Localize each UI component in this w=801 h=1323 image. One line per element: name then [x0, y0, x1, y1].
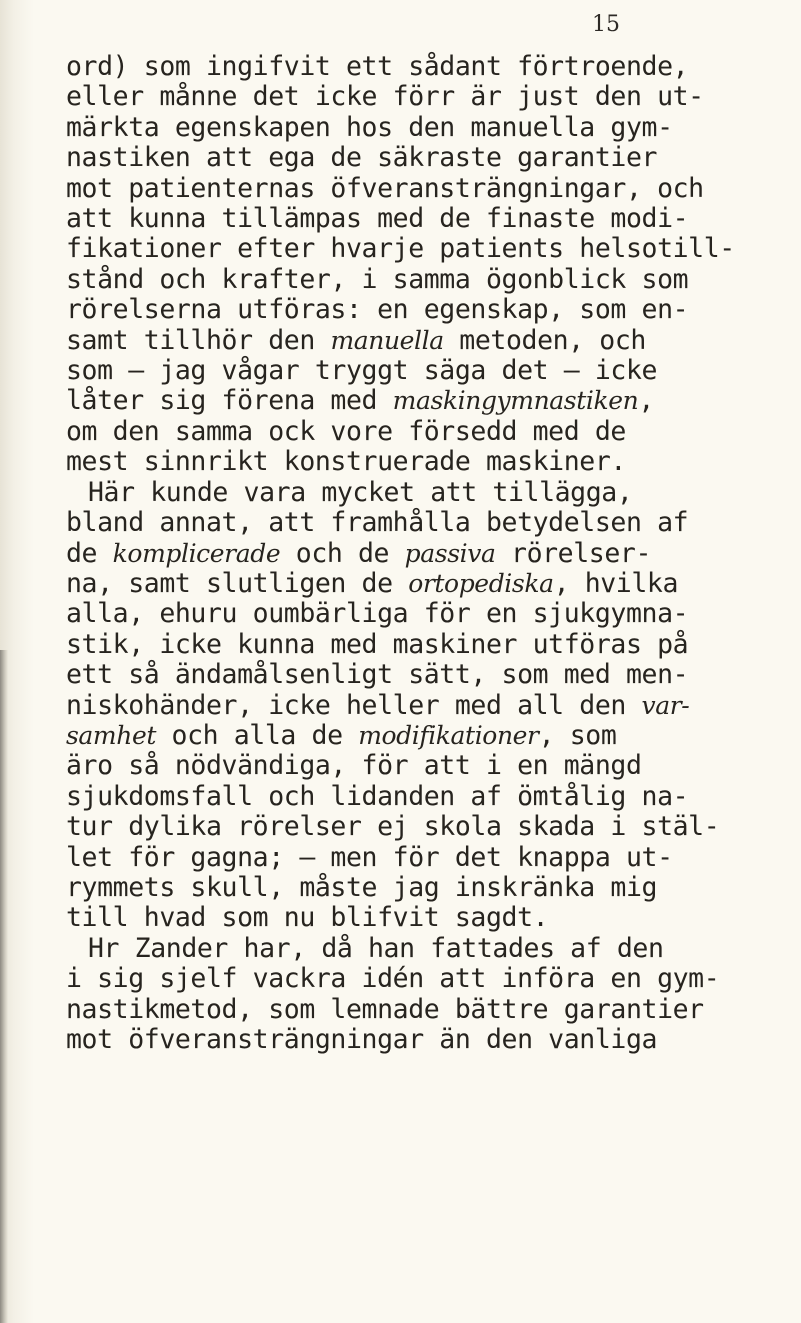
text-segment: mot patienternas öfveransträngningar, och	[66, 172, 704, 204]
text-line	[66, 386, 666, 416]
page-binding-shadow	[0, 650, 8, 1323]
page-number: 15	[592, 12, 620, 37]
text-line	[66, 539, 666, 569]
text-segment: fikationer efter hvarje patients helsotill-	[66, 233, 735, 265]
text-line	[66, 598, 689, 630]
text-segment: ord) som ingifvit ett sådant förtroende,	[66, 51, 689, 82]
emphasized-text: var-	[641, 690, 690, 720]
text-segment: som — jag vågar tryggt säga det — icke	[66, 355, 658, 387]
text-line	[66, 294, 689, 326]
text-segment: metoden, och	[443, 324, 646, 356]
text-segment: om den samma ock vore försedd med de	[66, 415, 626, 447]
text-line	[66, 143, 666, 173]
text-line	[66, 873, 666, 903]
text-segment: nastikmetod, som lemnade bättre garantier	[66, 993, 704, 1025]
emphasized-text: passiva	[404, 538, 496, 568]
text-line	[66, 233, 735, 265]
emphasized-text: modifikationer	[358, 720, 539, 750]
text-segment: , hvilka	[553, 567, 679, 599]
text-segment: ,	[638, 385, 654, 417]
text-segment: ett så ändamålsenligt sätt, som med men-	[66, 659, 689, 691]
text-segment: i sig sjelf vackra idén att införa en gym-	[66, 963, 720, 995]
text-segment: mot öfveransträngningar än den vanliga	[66, 1024, 658, 1055]
text-line	[66, 507, 689, 539]
text-line	[66, 326, 666, 356]
text-line	[66, 963, 720, 995]
text-line	[66, 447, 666, 477]
text-line	[66, 263, 689, 295]
text-line	[66, 172, 704, 204]
text-segment: nastiken att ega de säkraste garantier	[66, 142, 658, 174]
text-line	[66, 659, 689, 691]
text-line	[66, 111, 673, 143]
text-segment: rörelserna utföras: en egenskap, som en-	[66, 294, 689, 326]
text-segment: tur dylika rörelser ej skola skada i stäl-	[66, 811, 720, 843]
text-line	[66, 628, 689, 660]
text-segment: mest sinnrikt konstruerade maskiner.	[66, 446, 626, 478]
text-segment: na, samt slutligen de	[66, 567, 409, 599]
text-line	[66, 721, 666, 751]
text-line	[66, 1025, 666, 1055]
text-line	[66, 780, 689, 812]
text-segment: alla, ehuru oumbärliga för en sjukgymna-	[66, 598, 689, 630]
text-line	[66, 203, 689, 235]
text-segment: äro så nödvändiga, för att i en mängd	[66, 750, 642, 782]
text-line	[66, 567, 679, 599]
text-segment: , som	[538, 719, 617, 751]
emphasized-text: samhet	[66, 720, 156, 750]
text-line	[66, 993, 704, 1025]
text-segment: märkta egenskapen hos den manuella gym-	[66, 111, 673, 143]
text-segment: rymmets skull, måste jag inskränka mig	[66, 871, 658, 903]
text-line	[66, 81, 704, 113]
text-line	[66, 356, 666, 386]
text-segment: att kunna tillämpas med de finaste modi-	[66, 203, 689, 235]
text-segment: rörelser-	[495, 537, 652, 569]
text-segment: och alla de	[155, 719, 359, 751]
emphasized-text: maskingymnastiken	[392, 386, 639, 416]
text-line	[66, 478, 666, 508]
text-segment: stånd och krafter, i samma ögonblick som	[66, 263, 689, 295]
text-line	[66, 689, 690, 721]
text-line	[66, 751, 666, 781]
text-segment: let för gagna; — men för det knappa ut-	[66, 841, 673, 873]
text-segment: och de	[280, 537, 405, 569]
text-segment: de	[66, 537, 113, 569]
text-segment: Hr Zander har, då han fattades af den	[88, 932, 664, 964]
emphasized-text: ortopediska	[408, 568, 554, 598]
body-text	[66, 51, 735, 1055]
text-segment: samt tillhör den	[66, 324, 331, 356]
text-line	[66, 934, 666, 964]
text-segment: stik, icke kunna med maskiner utföras på	[66, 628, 689, 660]
text-line	[66, 903, 666, 933]
emphasized-text: manuella	[330, 325, 444, 355]
text-line	[66, 811, 720, 843]
text-segment: niskohänder, icke heller med all den	[66, 689, 642, 721]
text-segment: bland annat, att framhålla betydelsen af	[66, 507, 689, 539]
text-line	[66, 841, 673, 873]
text-segment: sjukdomsfall och lidanden af ömtålig na-	[66, 780, 689, 812]
text-segment: till hvad som nu blifvit sagdt.	[66, 902, 549, 934]
text-segment: eller månne det icke förr är just den ut-	[66, 81, 704, 113]
text-line	[66, 417, 666, 447]
text-segment: Här kunde vara mycket att tillägga,	[88, 476, 633, 508]
text-segment: låter sig förena med	[66, 385, 393, 417]
text-line	[66, 51, 689, 82]
emphasized-text: komplicerade	[112, 538, 281, 568]
